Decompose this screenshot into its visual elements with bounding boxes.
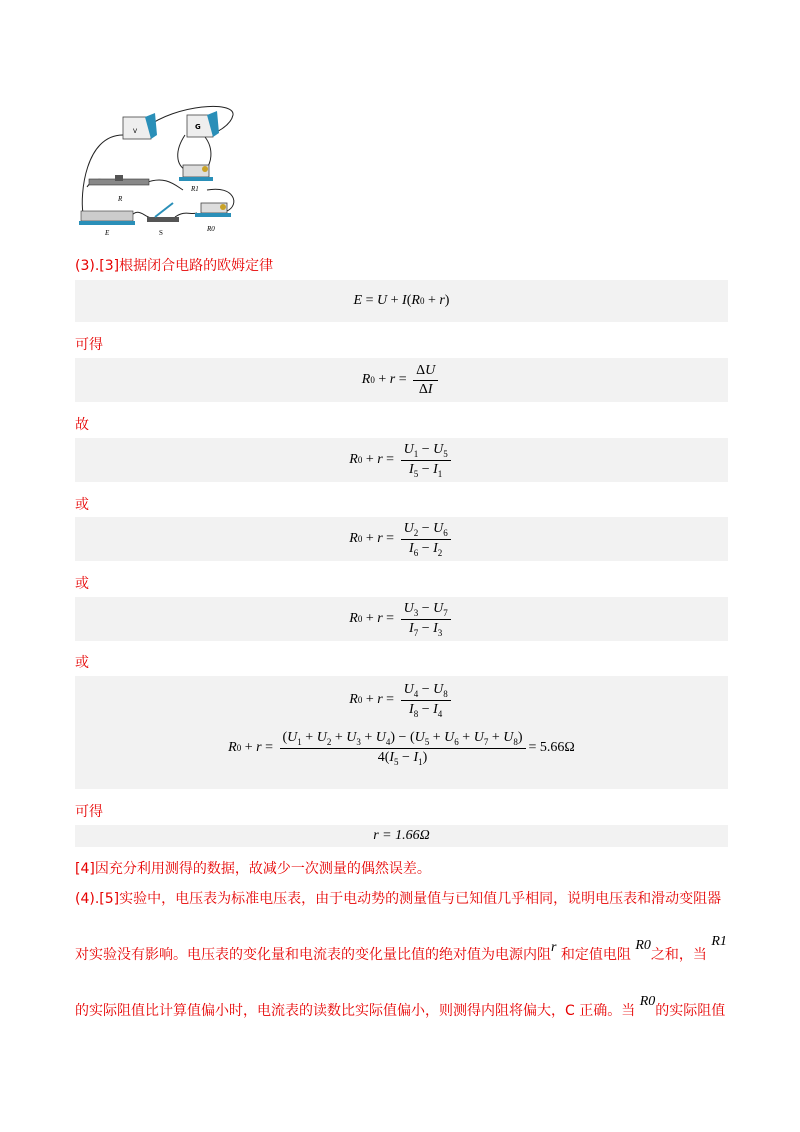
equation-box-5 <box>75 597 728 641</box>
symbol-r0: R0 <box>635 938 651 953</box>
circuit-figure <box>75 105 245 240</box>
r-result-text: r = 1.66Ω <box>373 828 430 843</box>
battery-label: E <box>105 229 110 237</box>
equation-u3-u7: R 0 + r = $\frac{U_3 - U_7}{I_7 - I_3}$ <box>75 597 728 641</box>
equation-r-result <box>75 825 728 847</box>
section4-line2-a: 对实验没有影响。电压表的变化量和电流表的变化量比值的绝对值为电源内阻 <box>75 947 551 963</box>
section4-line3 <box>75 994 726 1020</box>
switch-label: S <box>159 229 163 237</box>
equation-box-4 <box>75 517 728 561</box>
ke-de-label-2: 可得 <box>75 804 103 820</box>
note-4: [4]因充分利用测得的数据，故减少一次测量的偶然误差。 <box>75 861 431 877</box>
huo-label-1: 或 <box>75 497 89 513</box>
ke-de-label-1: 可得 <box>75 337 103 353</box>
section4-line3-a: 的实际阻值比计算值偏小时，电流表的读数比实际值偏小，则测得内阻将偏大，C 正确。当 <box>75 1003 636 1019</box>
equation-average: R 0 + r = $\frac{(U_1 + U_2 + U_3 + U_4) - (U_5 + U_6 + U_7 + U_8)}{4(I_5 - I_1)}$ = 5.66Ω <box>228 730 575 767</box>
equation-ohm-law: E = U + I ( R 0 + r ) <box>353 293 450 308</box>
result-value: = 5.66Ω <box>528 740 575 756</box>
equation-box-6 <box>75 676 728 789</box>
equation-box-3 <box>75 438 728 482</box>
equation-box-2 <box>75 358 728 402</box>
huo-label-2: 或 <box>75 576 89 592</box>
huo-label-3: 或 <box>75 655 89 671</box>
symbol-r1: R1 <box>711 934 727 949</box>
galvanometer-label: G <box>195 123 201 131</box>
rheostat-label: R <box>118 195 123 203</box>
gu-label: 故 <box>75 417 89 433</box>
section4-line2-c: 之和，当 <box>650 947 707 963</box>
section4-line2-b: 和定值电阻 <box>560 947 631 963</box>
section3-heading: (3).[3]根据闭合电路的欧姆定律 <box>75 258 274 274</box>
symbol-r: r <box>551 940 557 955</box>
voltmeter-label: V <box>133 128 138 135</box>
section4-line3-b: 的实际阻值 <box>655 1003 726 1019</box>
equation-delta: R 0 + r = $\frac{\Delta U}{\Delta I}$ <box>75 358 728 402</box>
section4-line1: (4).[5]实验中，电压表为标准电压表，由于电动势的测量值与已知值几乎相同，说明电压表和滑动变阻器 <box>75 891 722 907</box>
equation-u2-u6: R 0 + r = $\frac{U_2 - U_6}{I_6 - I_2}$ <box>75 517 728 561</box>
equation-box-1 <box>75 280 728 322</box>
r0-label: R0 <box>207 225 215 233</box>
equation-u4-u8: R 0 + r = $\frac{U_4 - U_8}{I_8 - I_4}$ <box>75 682 728 719</box>
equation-u1-u5: R 0 + r = $\frac{U_1 - U_5}{I_5 - I_1}$ <box>75 438 728 482</box>
equation-box-7 <box>75 825 728 847</box>
symbol-r0-2: R0 <box>639 994 656 1009</box>
section4-line2 <box>75 934 727 964</box>
r1-label: R1 <box>191 185 199 193</box>
